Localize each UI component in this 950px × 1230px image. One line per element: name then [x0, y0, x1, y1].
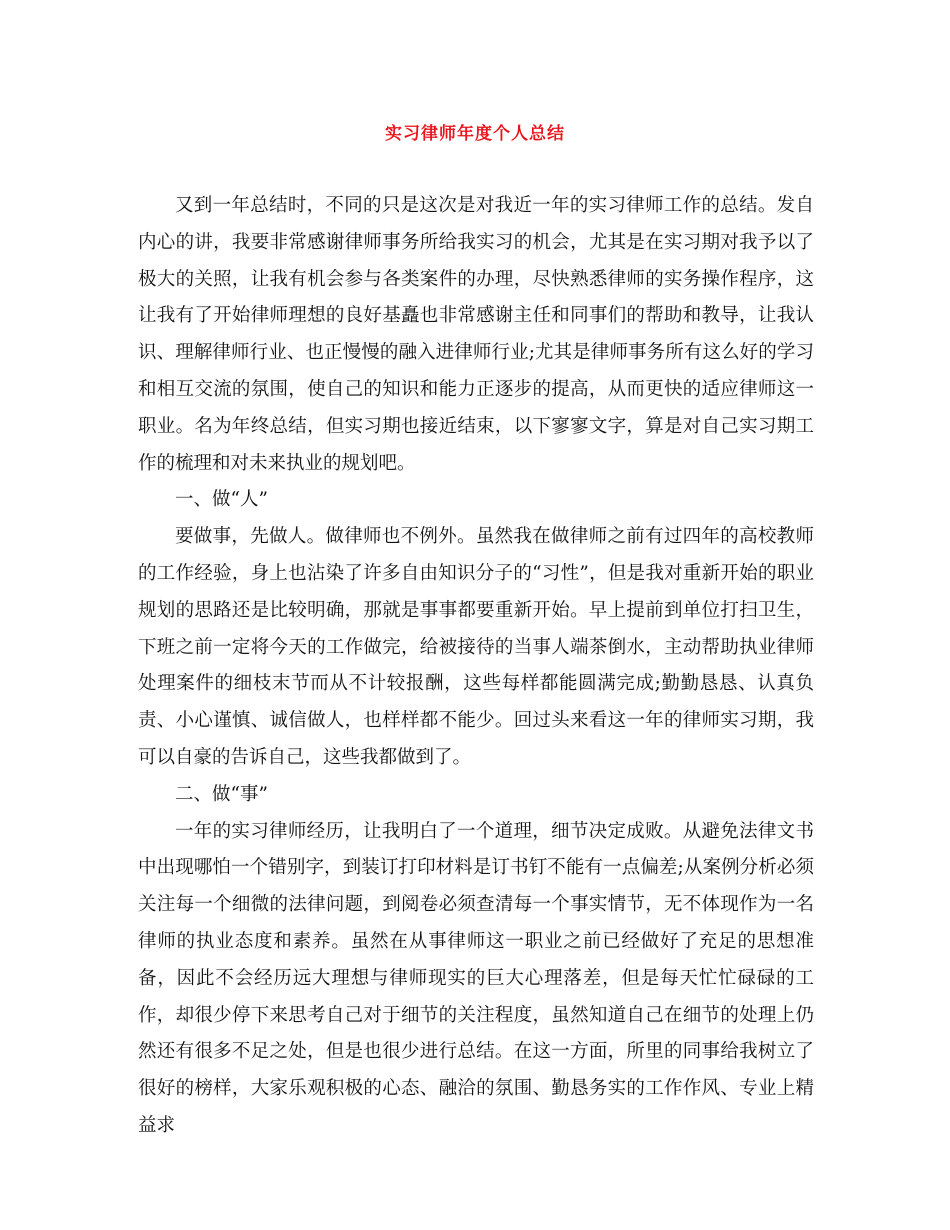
section-heading-person: 一、做“人” — [175, 489, 268, 511]
document-title: 实习律师年度个人总结 — [385, 124, 565, 144]
work-paragraph: 一年的实习律师经历，让我明白了一个道理，细节决定成败。从避免法律文书中出现哪怕一个错别字，到装订打印材料是订书钉不能有一点偏差;从案例分析必须关注每一个细微的法律问题，到阅卷必须查清每一个事实情节，无不体现作为一名律师的执业态度和素养。虽然在从事律师这一职业之前已经做好了充足的思想准备，因此不会经历远大理想与律师现实的巨大心理落差，但是每天忙忙碌碌的工作，却很少停下来思考自己对于细节的关注程度，虽然知道自己在细节的处理上仍然还有很多不足之处，但是也很少进行总结。在这一方面，所里的同事给我树立了很好的榜样，大家乐观积极的心态、融洽的氛围、勤恳务实的工作作风、专业上精益求 — [138, 820, 814, 1136]
document-body — [138, 188, 814, 1145]
person-paragraph: 要做事，先做人。做律师也不例外。虽然我在做律师之前有过四年的高校教师的工作经验，身上也沾染了许多自由知识分子的“习性”，但是我对重新开始的职业规划的思路还是比较明确，那就是事事都要重新开始。早上提前到单位打扫卫生，下班之前一定将今天的工作做完，给被接待的当事人端茶倒水，主动帮助执业律师处理案件的细枝末节而从不计较报酬，这些每样都能圆满完成;勤勤恳恳、认真负责、小心谨慎、诚信做人，也样样都不能少。回过头来看这一年的律师实习期，我可以自豪的告诉自己，这些我都做到了。 — [138, 526, 814, 768]
section-heading-work: 二、做“事” — [175, 783, 268, 805]
intro-paragraph: 又到一年总结时，不同的只是这次是对我近一年的实习律师工作的总结。发自内心的讲，我要非常感谢律师事务所给我实习的机会，尤其是在实习期对我予以了极大的关照，让我有机会参与各类案件的办理，尽快熟悉律师的实务操作程序，这让我有了开始律师理想的良好基矗也非常感谢主任和同事们的帮助和教导，让我认识、理解律师行业、也正慢慢的融入进律师行业;尤其是律师事务所有这么好的学习和相互交流的氛围，使自己的知识和能力正逐步的提高，从而更快的适应律师这一职业。名为年终总结，但实习期也接近结束，以下寥寥文字，算是对自己实习期工作的梳理和对未来执业的规划吧。 — [138, 195, 814, 474]
